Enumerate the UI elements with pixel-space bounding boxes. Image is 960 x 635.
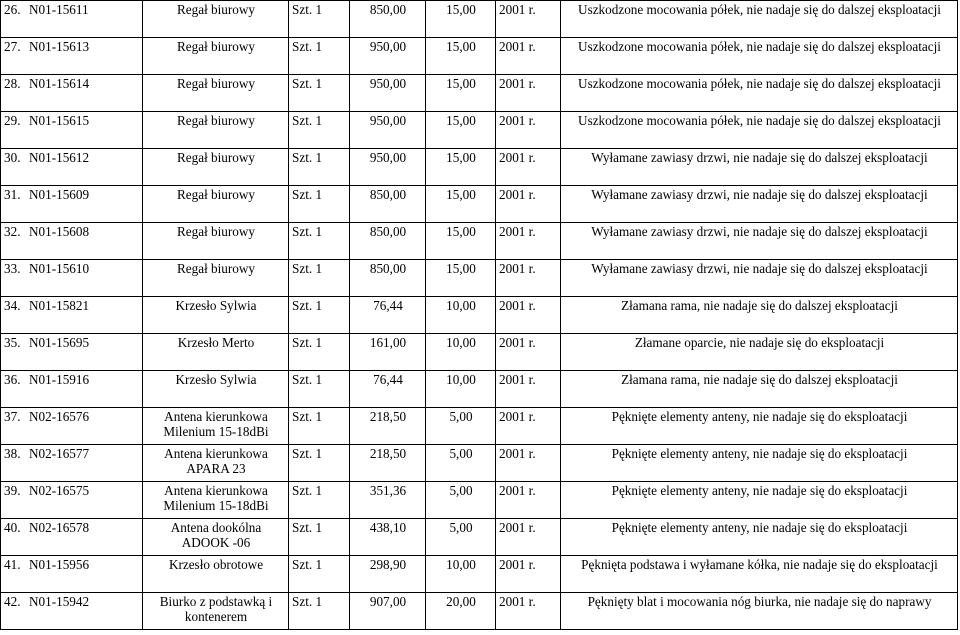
cell-value: 76,44 [350, 297, 426, 334]
table-row [1, 556, 958, 593]
cell-qty: Szt. 1 [289, 593, 350, 630]
cell-rate: 10,00 [426, 297, 496, 334]
cell-value: 850,00 [350, 260, 426, 297]
cell-reason: Uszkodzone mocowania półek, nie nadaje się do dalszej eksploatacji [561, 1, 958, 38]
cell-value: 950,00 [350, 149, 426, 186]
cell-reason: Wyłamane zawiasy drzwi, nie nadaje się do dalszej eksploatacji [561, 149, 958, 186]
table-row [1, 38, 958, 75]
cell-reason: Pęknięte elementy anteny, nie nadaje się do eksploatacji [561, 482, 958, 519]
cell-rate: 5,00 [426, 482, 496, 519]
cell-number-code [1, 334, 143, 371]
cell-name: Krzesło Sylwia [143, 371, 289, 408]
row-number: 26. [4, 2, 21, 17]
cell-reason: Pęknięte elementy anteny, nie nadaje się do eksploatacji [561, 519, 958, 556]
cell-qty: Szt. 1 [289, 334, 350, 371]
cell-name: Antena kierunkowa Milenium 15-18dBi [143, 482, 289, 519]
cell-rate: 10,00 [426, 556, 496, 593]
table-row [1, 112, 958, 149]
row-number: 38. [4, 446, 21, 461]
table-row [1, 593, 958, 630]
cell-reason: Uszkodzone mocowania półek, nie nadaje się do dalszej eksploatacji [561, 112, 958, 149]
cell-qty: Szt. 1 [289, 1, 350, 38]
cell-reason: Pęknięte elementy anteny, nie nadaje się do eksploatacji [561, 445, 958, 482]
table-row [1, 149, 958, 186]
cell-qty: Szt. 1 [289, 260, 350, 297]
cell-rate: 15,00 [426, 149, 496, 186]
cell-value: 351,36 [350, 482, 426, 519]
cell-number-code [1, 260, 143, 297]
cell-qty: Szt. 1 [289, 297, 350, 334]
cell-number-code [1, 593, 143, 630]
cell-qty: Szt. 1 [289, 556, 350, 593]
row-number: 37. [4, 409, 21, 424]
cell-qty: Szt. 1 [289, 371, 350, 408]
cell-name: Antena dookólna ADOOK -06 [143, 519, 289, 556]
cell-rate: 15,00 [426, 186, 496, 223]
cell-year: 2001 r. [496, 75, 561, 112]
cell-name: Regał biurowy [143, 75, 289, 112]
cell-year: 2001 r. [496, 445, 561, 482]
row-number: 36. [4, 372, 21, 387]
cell-year: 2001 r. [496, 556, 561, 593]
cell-qty: Szt. 1 [289, 519, 350, 556]
cell-rate: 15,00 [426, 75, 496, 112]
cell-number-code [1, 556, 143, 593]
inventory-code: N02-16577 [29, 446, 90, 461]
inventory-code: N01-15615 [29, 113, 90, 128]
cell-name: Regał biurowy [143, 38, 289, 75]
cell-year: 2001 r. [496, 112, 561, 149]
inventory-code: N01-15956 [29, 557, 90, 572]
cell-value: 850,00 [350, 223, 426, 260]
row-number: 30. [4, 150, 21, 165]
cell-reason: Uszkodzone mocowania półek, nie nadaje się do dalszej eksploatacji [561, 75, 958, 112]
cell-rate: 10,00 [426, 334, 496, 371]
cell-value: 950,00 [350, 38, 426, 75]
cell-reason: Uszkodzone mocowania półek, nie nadaje się do dalszej eksploatacji [561, 38, 958, 75]
cell-reason: Pęknięte elementy anteny, nie nadaje się do eksploatacji [561, 408, 958, 445]
cell-value: 218,50 [350, 445, 426, 482]
cell-value: 907,00 [350, 593, 426, 630]
table-row [1, 445, 958, 482]
inventory-code: N01-15614 [29, 76, 90, 91]
cell-name: Krzesło Sylwia [143, 297, 289, 334]
cell-year: 2001 r. [496, 1, 561, 38]
cell-value: 298,90 [350, 556, 426, 593]
cell-year: 2001 r. [496, 408, 561, 445]
row-number: 33. [4, 261, 21, 276]
cell-qty: Szt. 1 [289, 38, 350, 75]
table-row [1, 75, 958, 112]
cell-reason: Wyłamane zawiasy drzwi, nie nadaje się do dalszej eksploatacji [561, 260, 958, 297]
cell-reason: Wyłamane zawiasy drzwi, nie nadaje się do dalszej eksploatacji [561, 223, 958, 260]
row-number: 27. [4, 39, 21, 54]
inventory-code: N01-15610 [29, 261, 90, 276]
row-number: 31. [4, 187, 21, 202]
cell-rate: 10,00 [426, 371, 496, 408]
inventory-rows [1, 1, 958, 630]
inventory-code: N01-15821 [29, 298, 90, 313]
row-number: 28. [4, 76, 21, 91]
table-row [1, 297, 958, 334]
cell-rate: 5,00 [426, 519, 496, 556]
row-number: 40. [4, 520, 21, 535]
cell-rate: 15,00 [426, 38, 496, 75]
cell-name: Regał biurowy [143, 223, 289, 260]
cell-value: 850,00 [350, 1, 426, 38]
cell-name: Regał biurowy [143, 1, 289, 38]
cell-value: 950,00 [350, 75, 426, 112]
cell-qty: Szt. 1 [289, 408, 350, 445]
row-number: 35. [4, 335, 21, 350]
cell-year: 2001 r. [496, 593, 561, 630]
cell-number-code [1, 186, 143, 223]
cell-year: 2001 r. [496, 186, 561, 223]
table-row [1, 260, 958, 297]
cell-qty: Szt. 1 [289, 112, 350, 149]
inventory-code: N01-15608 [29, 224, 90, 239]
row-number: 29. [4, 113, 21, 128]
cell-value: 161,00 [350, 334, 426, 371]
row-number: 32. [4, 224, 21, 239]
inventory-code: N02-16578 [29, 520, 90, 535]
cell-rate: 5,00 [426, 408, 496, 445]
cell-year: 2001 r. [496, 482, 561, 519]
cell-year: 2001 r. [496, 371, 561, 408]
row-number: 42. [4, 594, 21, 609]
inventory-code: N01-15609 [29, 187, 90, 202]
cell-qty: Szt. 1 [289, 75, 350, 112]
cell-value: 950,00 [350, 112, 426, 149]
cell-value: 438,10 [350, 519, 426, 556]
cell-reason: Wyłamane zawiasy drzwi, nie nadaje się do dalszej eksploatacji [561, 186, 958, 223]
cell-qty: Szt. 1 [289, 223, 350, 260]
inventory-code: N01-15613 [29, 39, 90, 54]
inventory-code: N01-15612 [29, 150, 90, 165]
cell-number-code [1, 408, 143, 445]
table-row [1, 223, 958, 260]
cell-name: Krzesło obrotowe [143, 556, 289, 593]
table-row [1, 519, 958, 556]
inventory-code: N02-16575 [29, 483, 90, 498]
cell-reason: Pęknięta podstawa i wyłamane kółka, nie nadaje się do eksploatacji [561, 556, 958, 593]
cell-year: 2001 r. [496, 223, 561, 260]
cell-qty: Szt. 1 [289, 482, 350, 519]
cell-value: 218,50 [350, 408, 426, 445]
table-row [1, 186, 958, 223]
cell-year: 2001 r. [496, 519, 561, 556]
table-row [1, 482, 958, 519]
cell-number-code [1, 38, 143, 75]
cell-name: Antena kierunkowa Milenium 15-18dBi [143, 408, 289, 445]
cell-value: 850,00 [350, 186, 426, 223]
inventory-code: N01-15916 [29, 372, 90, 387]
cell-rate: 15,00 [426, 112, 496, 149]
cell-qty: Szt. 1 [289, 149, 350, 186]
cell-reason: Złamane oparcie, nie nadaje się do eksploatacji [561, 334, 958, 371]
cell-number-code [1, 371, 143, 408]
cell-number-code [1, 1, 143, 38]
cell-name: Biurko z podstawką i kontenerem [143, 593, 289, 630]
cell-name: Krzesło Merto [143, 334, 289, 371]
cell-value: 76,44 [350, 371, 426, 408]
cell-rate: 15,00 [426, 1, 496, 38]
cell-rate: 5,00 [426, 445, 496, 482]
cell-number-code [1, 223, 143, 260]
inventory-code: N02-16576 [29, 409, 90, 424]
table-row [1, 1, 958, 38]
cell-year: 2001 r. [496, 334, 561, 371]
cell-name: Antena kierunkowa APARA 23 [143, 445, 289, 482]
table-row [1, 371, 958, 408]
table-row [1, 334, 958, 371]
cell-number-code [1, 297, 143, 334]
cell-number-code [1, 112, 143, 149]
cell-number-code [1, 519, 143, 556]
cell-name: Regał biurowy [143, 149, 289, 186]
cell-qty: Szt. 1 [289, 186, 350, 223]
cell-qty: Szt. 1 [289, 445, 350, 482]
row-number: 34. [4, 298, 21, 313]
cell-name: Regał biurowy [143, 260, 289, 297]
cell-number-code [1, 149, 143, 186]
cell-number-code [1, 482, 143, 519]
cell-year: 2001 r. [496, 149, 561, 186]
row-number: 39. [4, 483, 21, 498]
cell-rate: 20,00 [426, 593, 496, 630]
row-number: 41. [4, 557, 21, 572]
cell-rate: 15,00 [426, 223, 496, 260]
cell-year: 2001 r. [496, 260, 561, 297]
inventory-code: N01-15695 [29, 335, 90, 350]
cell-name: Regał biurowy [143, 186, 289, 223]
cell-reason: Złamana rama, nie nadaje się do dalszej eksploatacji [561, 371, 958, 408]
table-row [1, 408, 958, 445]
inventory-code: N01-15611 [29, 2, 89, 17]
inventory-code: N01-15942 [29, 594, 90, 609]
cell-name: Regał biurowy [143, 112, 289, 149]
cell-year: 2001 r. [496, 297, 561, 334]
cell-reason: Pęknięty blat i mocowania nóg biurka, nie nadaje się do naprawy [561, 593, 958, 630]
cell-number-code [1, 445, 143, 482]
cell-number-code [1, 75, 143, 112]
cell-rate: 15,00 [426, 260, 496, 297]
cell-year: 2001 r. [496, 38, 561, 75]
cell-reason: Złamana rama, nie nadaje się do dalszej eksploatacji [561, 297, 958, 334]
